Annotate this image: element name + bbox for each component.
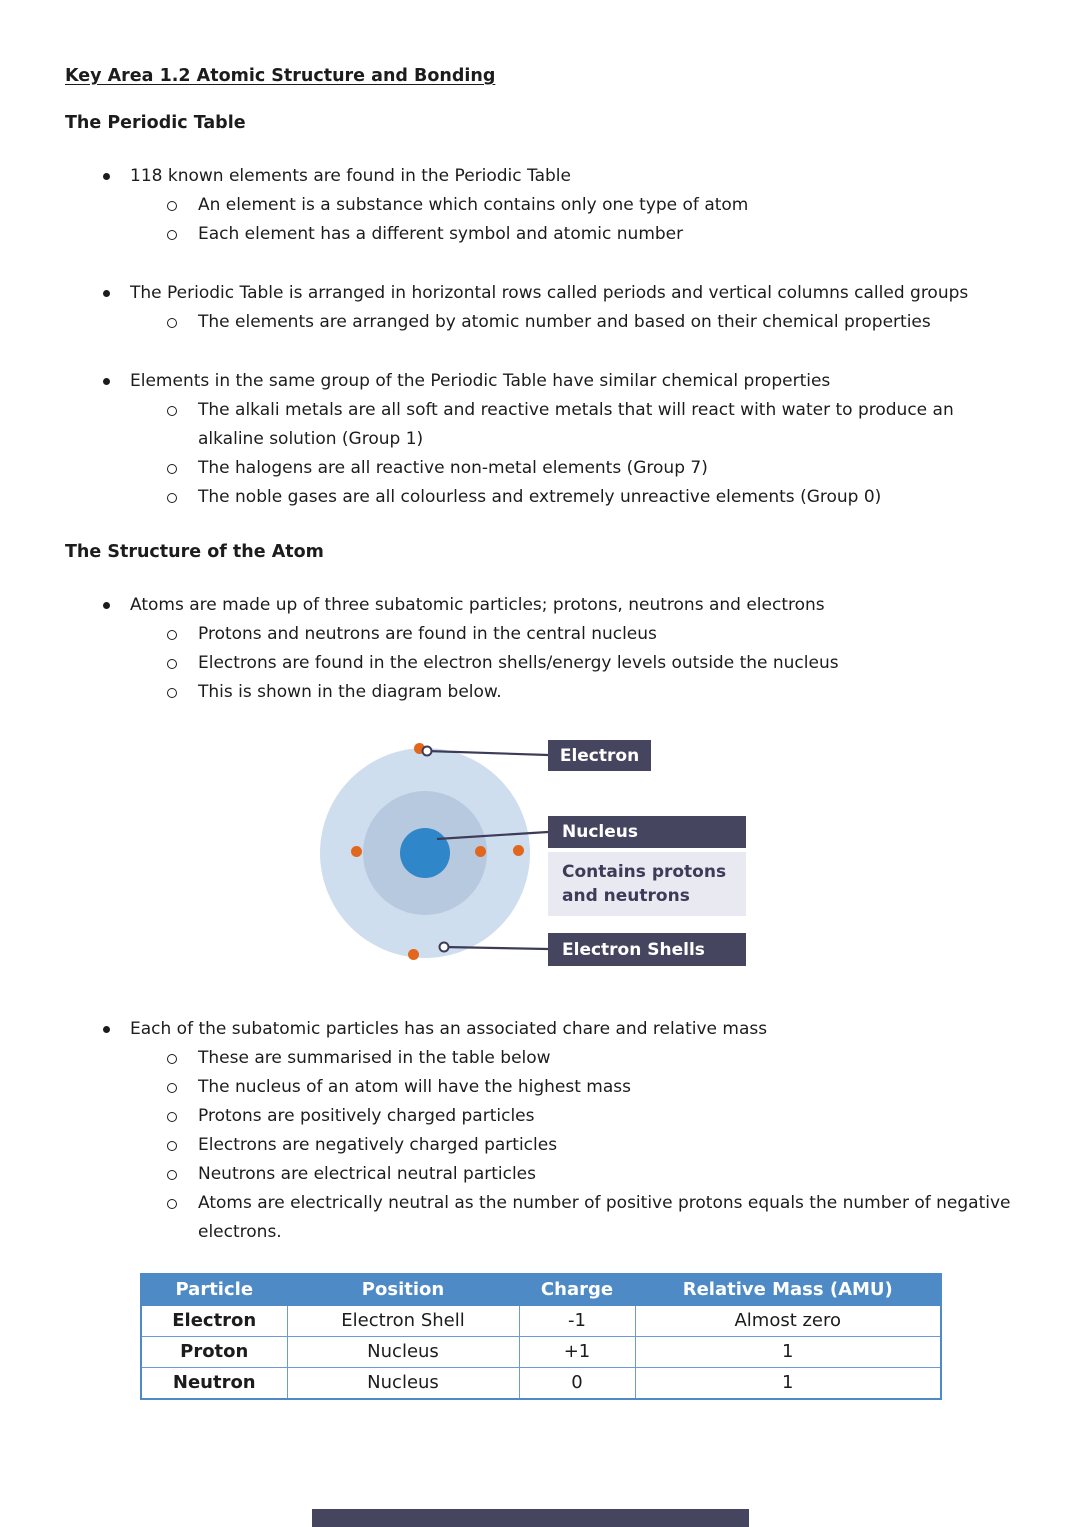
cell-position: Nucleus [287, 1368, 519, 1400]
nucleus-note [548, 852, 746, 916]
cell-relative-mass: 1 [635, 1368, 941, 1400]
sub-bullet-item: These are summarised in the table below [65, 1044, 1015, 1073]
sub-bullet-item: Electrons are negatively charged particles [65, 1131, 1015, 1160]
bullet-item: Elements in the same group of the Periodic Table have similar chemical properties [65, 367, 1015, 396]
column-header-particle: Particle [141, 1274, 287, 1306]
sub-bullet-item: Protons and neutrons are found in the central nucleus [65, 620, 1015, 649]
sub-bullet-item: The nucleus of an atom will have the highest mass [65, 1073, 1015, 1102]
bullet-item: Each of the subatomic particles has an associated chare and relative mass [65, 1015, 1015, 1044]
sub-bullet-item: An element is a substance which contains only one type of atom [65, 191, 1015, 220]
sub-bullet-item: The alkali metals are all soft and reactive metals that will react with water to produce an alkaline solution (Group 1) [65, 396, 1015, 454]
table-row [141, 1368, 941, 1400]
cell-particle: Electron [141, 1306, 287, 1337]
cell-particle: Proton [141, 1337, 287, 1368]
table-row [141, 1306, 941, 1337]
sub-bullet-item: The noble gases are all colourless and extremely unreactive elements (Group 0) [65, 483, 1015, 512]
table-header-row [141, 1274, 941, 1306]
cell-position: Nucleus [287, 1337, 519, 1368]
page-title: Key Area 1.2 Atomic Structure and Bonding [65, 66, 496, 86]
atom-diagram [65, 733, 1015, 985]
cell-charge: +1 [519, 1337, 635, 1368]
electron-label: Electron [548, 740, 651, 771]
bullet-group [65, 162, 1015, 249]
sub-bullet-item: Neutrons are electrical neutral particles [65, 1160, 1015, 1189]
cell-relative-mass: 1 [635, 1337, 941, 1368]
bullet-item: The Periodic Table is arranged in horizontal rows called periods and vertical columns called groups [65, 279, 1015, 308]
section-heading-atom-structure: The Structure of the Atom [65, 542, 324, 562]
bullet-group [65, 367, 1015, 512]
sub-bullet-item: Each element has a different symbol and atomic number [65, 220, 1015, 249]
column-header-position: Position [287, 1274, 519, 1306]
bullet-group [65, 591, 1015, 707]
cell-charge: -1 [519, 1306, 635, 1337]
cell-particle: Neutron [141, 1368, 287, 1400]
bullet-group [65, 279, 1015, 337]
sub-bullet-item: The elements are arranged by atomic number and based on their chemical properties [65, 308, 1015, 337]
sub-bullet-item: Atoms are electrically neutral as the number of positive protons equals the number of negative electrons. [65, 1189, 1015, 1247]
column-header-relative-mass: Relative Mass (AMU) [635, 1274, 941, 1306]
cell-position: Electron Shell [287, 1306, 519, 1337]
connector-lines [65, 733, 1015, 985]
sub-bullet-item: The halogens are all reactive non-metal elements (Group 7) [65, 454, 1015, 483]
sub-bullet-item: This is shown in the diagram below. [65, 678, 1015, 707]
sub-bullet-item: Protons are positively charged particles [65, 1102, 1015, 1131]
nucleus-label: Nucleus [548, 816, 746, 848]
partial-label-bar [312, 1509, 749, 1527]
sub-bullet-item: Electrons are found in the electron shells/energy levels outside the nucleus [65, 649, 1015, 678]
bullet-group [65, 1015, 1015, 1247]
nucleus-note-line1: Contains protons [562, 862, 727, 882]
column-header-charge: Charge [519, 1274, 635, 1306]
particles-table [140, 1273, 942, 1400]
section-heading-periodic-table: The Periodic Table [65, 113, 246, 133]
table-row [141, 1337, 941, 1368]
nucleus-note-line2: and neutrons [562, 886, 690, 906]
bullet-item: 118 known elements are found in the Periodic Table [65, 162, 1015, 191]
electron-shells-label: Electron Shells [548, 933, 746, 966]
bullet-item: Atoms are made up of three subatomic particles; protons, neutrons and electrons [65, 591, 1015, 620]
cell-charge: 0 [519, 1368, 635, 1400]
cell-relative-mass: Almost zero [635, 1306, 941, 1337]
